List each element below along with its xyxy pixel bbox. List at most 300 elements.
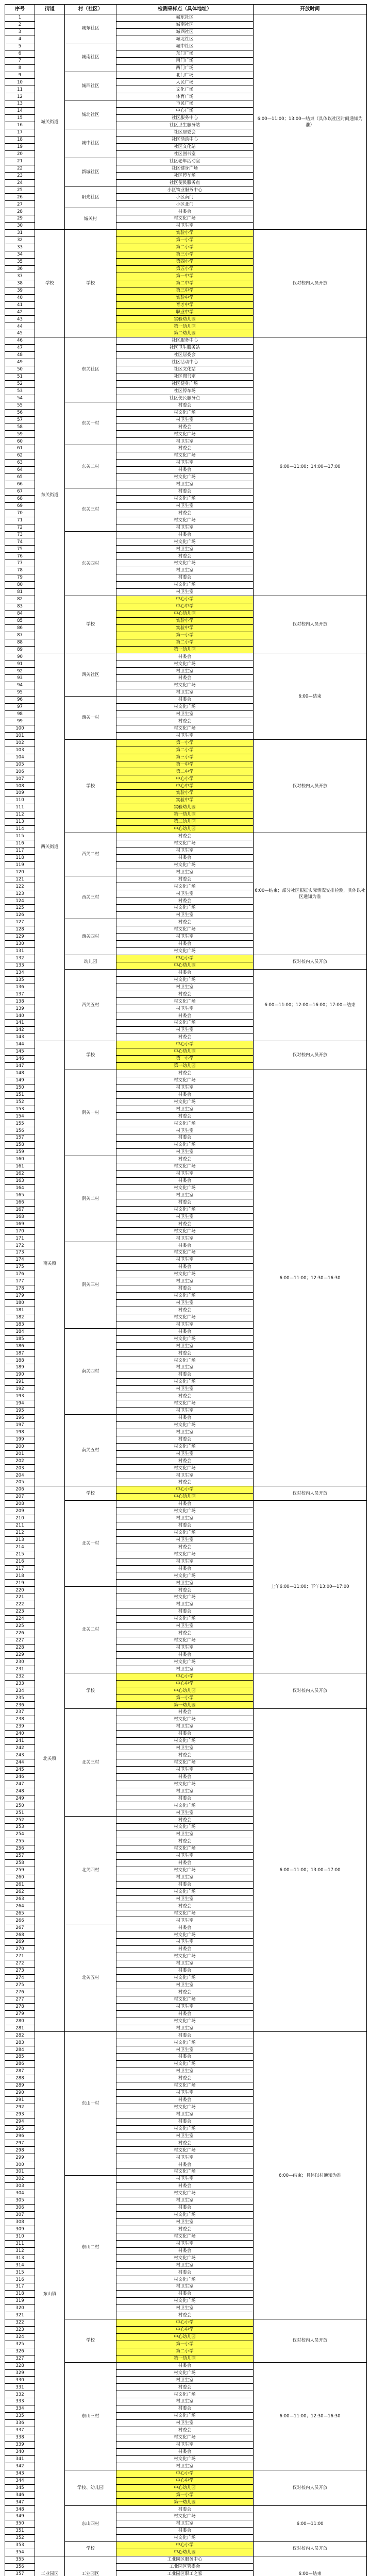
sampling-site-cell: 村卫生室 xyxy=(116,1407,254,1414)
sampling-site-cell: 中心小学 xyxy=(116,1673,254,1680)
serial-number-cell: 289 xyxy=(5,2082,35,2090)
serial-number-cell: 185 xyxy=(5,1335,35,1343)
open-time-cell: 仅对校内人员开放 xyxy=(254,230,367,337)
sampling-site-cell: 村委会 xyxy=(116,991,254,998)
sampling-site-cell: 第二小学 xyxy=(116,2348,254,2355)
serial-number-cell: 138 xyxy=(5,998,35,1005)
serial-number-cell: 99 xyxy=(5,718,35,725)
serial-number-cell: 354 xyxy=(5,2549,35,2556)
sampling-site-cell: 村卫生室 xyxy=(116,984,254,991)
sampling-site-cell: 村委会 xyxy=(116,510,254,517)
sampling-site-cell: 村卫生室 xyxy=(116,2197,254,2205)
sampling-site-cell: 村文化广场 xyxy=(116,1551,254,1558)
serial-number-cell: 172 xyxy=(5,1242,35,1249)
village-cell: 学校 xyxy=(65,1041,116,1070)
serial-number-cell: 180 xyxy=(5,1299,35,1307)
serial-number-cell: 173 xyxy=(5,1249,35,1257)
sampling-site-cell: 村卫生室 xyxy=(116,1515,254,1522)
serial-number-cell: 193 xyxy=(5,1393,35,1400)
serial-number-cell: 244 xyxy=(5,1759,35,1766)
sampling-site-cell: 村卫生室 xyxy=(116,890,254,897)
sampling-site-cell: 人民广场 xyxy=(116,79,254,86)
serial-number-cell: 224 xyxy=(5,1616,35,1623)
serial-number-cell: 355 xyxy=(5,2556,35,2563)
village-cell: 城中社区 xyxy=(65,129,116,158)
village-cell: 城南社区 xyxy=(65,43,116,72)
serial-number-cell: 295 xyxy=(5,2125,35,2132)
sampling-site-cell: 村文化广场 xyxy=(116,2413,254,2420)
sampling-site-cell: 城南社区 xyxy=(116,21,254,28)
sampling-site-cell: 村委会 xyxy=(116,423,254,431)
sampling-site-cell: 村委会 xyxy=(116,2010,254,2018)
serial-number-cell: 225 xyxy=(5,1623,35,1630)
serial-number-cell: 52 xyxy=(5,380,35,387)
serial-number-cell: 278 xyxy=(5,2003,35,2010)
serial-number-cell: 336 xyxy=(5,2420,35,2427)
sampling-site-cell: 村卫生室 xyxy=(116,1644,254,1651)
serial-number-cell: 120 xyxy=(5,869,35,876)
sampling-site-cell: 村文化广场 xyxy=(116,2233,254,2240)
serial-number-cell: 149 xyxy=(5,1077,35,1084)
serial-number-cell: 257 xyxy=(5,1853,35,1860)
serial-number-cell: 328 xyxy=(5,2362,35,2369)
serial-number-cell: 241 xyxy=(5,1738,35,1745)
sampling-site-cell: 城西社区 xyxy=(116,28,254,36)
serial-number-cell: 150 xyxy=(5,1084,35,1091)
serial-number-cell: 111 xyxy=(5,804,35,811)
serial-number-cell: 65 xyxy=(5,474,35,481)
sampling-site-cell: 村卫生室 xyxy=(116,1005,254,1012)
sampling-site-cell: 村卫生室 xyxy=(116,1364,254,1371)
sampling-site-cell: 中心幼儿园 xyxy=(116,825,254,833)
sampling-site-cell: 村卫生室 xyxy=(116,1084,254,1091)
serial-number-cell: 3 xyxy=(5,28,35,36)
serial-number-cell: 31 xyxy=(5,230,35,237)
table-row xyxy=(5,2556,367,2563)
serial-number-cell: 133 xyxy=(5,962,35,969)
sampling-site-cell: 村文化广场 xyxy=(116,409,254,416)
sampling-site-cell: 村委会 xyxy=(116,1371,254,1379)
serial-number-cell: 73 xyxy=(5,531,35,538)
serial-number-cell: 112 xyxy=(5,811,35,819)
serial-number-cell: 92 xyxy=(5,668,35,675)
serial-number-cell: 102 xyxy=(5,739,35,747)
sampling-site-cell: 社区停车场 xyxy=(116,172,254,179)
serial-number-cell: 201 xyxy=(5,1450,35,1458)
serial-number-cell: 132 xyxy=(5,955,35,962)
serial-number-cell: 28 xyxy=(5,208,35,215)
serial-number-cell: 347 xyxy=(5,2499,35,2506)
sampling-site-cell: 村委会 xyxy=(116,1350,254,1357)
sampling-site-cell: 村卫生室 xyxy=(116,1580,254,1587)
village-cell: 东山二村 xyxy=(65,2176,116,2319)
village-cell: 西关二村 xyxy=(65,833,116,876)
serial-number-cell: 168 xyxy=(5,1213,35,1221)
open-time-cell: 6:00—11:00；12:30—16:30 xyxy=(254,2362,367,2470)
sampling-site-cell: 村委会 xyxy=(116,1177,254,1184)
serial-number-cell: 21 xyxy=(5,158,35,165)
sampling-site-cell: 村卫生室 xyxy=(116,1558,254,1565)
sampling-site-cell: 实验小学 xyxy=(116,617,254,624)
serial-number-cell: 186 xyxy=(5,1343,35,1350)
sampling-site-cell: 村委会 xyxy=(116,653,254,660)
sampling-site-cell: 村委会 xyxy=(116,718,254,725)
serial-number-cell: 59 xyxy=(5,431,35,438)
village-cell: 城西社区 xyxy=(65,72,116,100)
open-time-cell: 仅对校内人员开放 xyxy=(254,2470,367,2506)
serial-number-cell: 312 xyxy=(5,2247,35,2255)
sampling-site-cell: 村文化广场 xyxy=(116,1910,254,1917)
sampling-site-cell: 第一幼儿园 xyxy=(116,323,254,330)
serial-number-cell: 29 xyxy=(5,215,35,223)
serial-number-cell: 153 xyxy=(5,1106,35,1113)
serial-number-cell: 237 xyxy=(5,1709,35,1716)
village-cell: 东山四村 xyxy=(65,2506,116,2542)
serial-number-cell: 284 xyxy=(5,2046,35,2054)
sampling-site-cell: 体育广场 xyxy=(116,93,254,100)
serial-number-cell: 344 xyxy=(5,2477,35,2484)
sampling-site-cell: 村文化广场 xyxy=(116,1529,254,1536)
serial-number-cell: 156 xyxy=(5,1127,35,1134)
sampling-site-cell: 第一小学 xyxy=(116,632,254,639)
sampling-site-cell: 村卫生室 xyxy=(116,1788,254,1795)
sampling-site-cell: 村文化广场 xyxy=(116,1996,254,2003)
sampling-site-cell: 村文化广场 xyxy=(116,998,254,1005)
serial-number-cell: 139 xyxy=(5,1005,35,1012)
sampling-site-cell: 村委会 xyxy=(116,2427,254,2434)
serial-number-cell: 19 xyxy=(5,143,35,150)
sampling-site-cell: 社区居委会 xyxy=(116,352,254,359)
sampling-site-cell: 工业园区管委会 xyxy=(116,2563,254,2570)
village-cell: 西关三村 xyxy=(65,876,116,919)
table-row xyxy=(5,337,367,345)
serial-number-cell: 307 xyxy=(5,2211,35,2218)
serial-number-cell: 160 xyxy=(5,1156,35,1163)
serial-number-cell: 23 xyxy=(5,172,35,179)
serial-number-cell: 221 xyxy=(5,1594,35,1601)
sampling-site-cell: 村委会 xyxy=(116,833,254,840)
serial-number-cell: 265 xyxy=(5,1910,35,1917)
sampling-site-cell: 村委会 xyxy=(116,2140,254,2147)
serial-number-cell: 118 xyxy=(5,854,35,861)
serial-number-cell: 319 xyxy=(5,2298,35,2305)
sampling-site-cell: 村委会 xyxy=(116,940,254,947)
open-time-cell: 6:00—11:00；13:00—结束（具体以社区时间通知为准） xyxy=(254,14,367,230)
serial-number-cell: 166 xyxy=(5,1199,35,1206)
sampling-site-cell: 中心中学 xyxy=(116,2326,254,2333)
serial-number-cell: 15 xyxy=(5,115,35,122)
sampling-site-cell: 村卫生室 xyxy=(116,438,254,445)
sampling-site-cell: 村委会 xyxy=(116,1012,254,1020)
serial-number-cell: 316 xyxy=(5,2276,35,2283)
serial-number-cell: 175 xyxy=(5,1264,35,1271)
sampling-site-cell: 中心幼儿园 xyxy=(116,610,254,617)
sampling-site-cell: 村委会 xyxy=(116,1817,254,1824)
serial-number-cell: 215 xyxy=(5,1551,35,1558)
serial-number-cell: 340 xyxy=(5,2448,35,2455)
sampling-site-cell: 村文化广场 xyxy=(116,2190,254,2197)
sampling-site-cell: 中心小学 xyxy=(116,775,254,783)
sampling-site-cell: 村卫生室 xyxy=(116,589,254,596)
village-cell: 南关四村 xyxy=(65,1328,116,1414)
sampling-site-cell: 村卫生室 xyxy=(116,2089,254,2096)
sampling-site-cell: 村委会 xyxy=(116,1608,254,1616)
serial-number-cell: 134 xyxy=(5,969,35,976)
serial-number-cell: 81 xyxy=(5,589,35,596)
serial-number-cell: 280 xyxy=(5,2018,35,2025)
serial-number-cell: 119 xyxy=(5,861,35,869)
sampling-site-cell: 第二幼儿园 xyxy=(116,330,254,337)
sampling-site-cell: 村委会 xyxy=(116,2269,254,2276)
sampling-site-cell: 村委会 xyxy=(116,2118,254,2125)
serial-number-cell: 271 xyxy=(5,1953,35,1960)
sampling-site-cell: 村文化广场 xyxy=(116,1271,254,1278)
serial-number-cell: 183 xyxy=(5,1321,35,1328)
sampling-site-cell: 村委会 xyxy=(116,445,254,452)
sampling-site-cell: 村委会 xyxy=(116,2384,254,2391)
serial-number-cell: 66 xyxy=(5,481,35,488)
serial-number-cell: 245 xyxy=(5,1766,35,1773)
serial-number-cell: 61 xyxy=(5,445,35,452)
serial-number-cell: 56 xyxy=(5,409,35,416)
serial-number-cell: 9 xyxy=(5,72,35,79)
serial-number-cell: 96 xyxy=(5,697,35,704)
serial-number-cell: 88 xyxy=(5,639,35,646)
sampling-site-cell: 村卫生室 xyxy=(116,2398,254,2405)
sampling-site-cell: 村卫生室 xyxy=(116,1213,254,1221)
serial-number-cell: 303 xyxy=(5,2183,35,2190)
sampling-site-cell: 第四小学 xyxy=(116,258,254,265)
sampling-site-cell: 村卫生室 xyxy=(116,1601,254,1608)
serial-number-cell: 234 xyxy=(5,1687,35,1694)
serial-number-cell: 84 xyxy=(5,610,35,617)
sampling-site-cell: 村文化广场 xyxy=(116,1443,254,1450)
table-body xyxy=(5,14,367,2576)
sampling-site-cell: 村委会 xyxy=(116,2075,254,2082)
serial-number-cell: 45 xyxy=(5,330,35,337)
sampling-site-cell: 村委会 xyxy=(116,2362,254,2369)
serial-number-cell: 167 xyxy=(5,1206,35,1213)
sampling-site-cell: 村委会 xyxy=(116,2096,254,2104)
serial-number-cell: 226 xyxy=(5,1630,35,1637)
sampling-site-cell: 村文化广场 xyxy=(116,1206,254,1213)
sampling-site-cell: 村卫生室 xyxy=(116,1321,254,1328)
sampling-site-cell: 社区服务中心 xyxy=(116,337,254,345)
sampling-site-cell: 村卫生室 xyxy=(116,912,254,919)
sampling-site-cell: 村文化广场 xyxy=(116,840,254,847)
sampling-site-cell: 村卫生室 xyxy=(116,1853,254,1860)
sampling-site-cell: 村委会 xyxy=(116,919,254,926)
serial-number-cell: 24 xyxy=(5,179,35,187)
village-cell: 西关社区 xyxy=(65,653,116,697)
sampling-site-cell: 村卫生室 xyxy=(116,1666,254,1673)
serial-number-cell: 274 xyxy=(5,1974,35,1981)
serial-number-cell: 203 xyxy=(5,1465,35,1472)
sampling-site-cell: 村委会 xyxy=(116,1989,254,1996)
sampling-site-cell: 村文化广场 xyxy=(116,2513,254,2520)
sampling-site-cell: 实验幼儿园 xyxy=(116,804,254,811)
serial-number-cell: 308 xyxy=(5,2218,35,2226)
serial-number-cell: 323 xyxy=(5,2326,35,2333)
serial-number-cell: 155 xyxy=(5,1120,35,1127)
sampling-site-cell: 中心幼儿园 xyxy=(116,1494,254,1501)
serial-number-cell: 346 xyxy=(5,2492,35,2499)
serial-number-cell: 48 xyxy=(5,352,35,359)
serial-number-cell: 137 xyxy=(5,991,35,998)
serial-number-cell: 76 xyxy=(5,553,35,560)
serial-number-cell: 146 xyxy=(5,1055,35,1062)
serial-number-cell: 198 xyxy=(5,1429,35,1436)
serial-number-cell: 294 xyxy=(5,2118,35,2125)
serial-number-cell: 51 xyxy=(5,373,35,380)
serial-number-cell: 91 xyxy=(5,660,35,668)
sampling-site-cell: 村卫生室 xyxy=(116,1429,254,1436)
sampling-site-cell: 村卫生室 xyxy=(116,1450,254,1458)
sampling-site-cell: 村委会 xyxy=(116,1795,254,1802)
sampling-site-cell: 工业园区服务中心 xyxy=(116,2556,254,2563)
sampling-site-cell: 西门广场 xyxy=(116,64,254,72)
serial-number-cell: 258 xyxy=(5,1859,35,1867)
serial-number-cell: 192 xyxy=(5,1386,35,1393)
sampling-site-cell: 村委会 xyxy=(116,1264,254,1271)
sampling-site-cell: 中心幼儿园 xyxy=(116,962,254,969)
sampling-site-cell: 社区文化站 xyxy=(116,366,254,373)
sampling-site-cell: 村文化广场 xyxy=(116,1249,254,1257)
serial-number-cell: 217 xyxy=(5,1565,35,1572)
sampling-site-cell: 村委会 xyxy=(116,1924,254,1931)
sampling-site-cell: 村委会 xyxy=(116,2183,254,2190)
village-cell: 阳光社区 xyxy=(65,187,116,208)
sampling-site-cell: 村文化广场 xyxy=(116,2061,254,2068)
street-cell: 东山镇 xyxy=(35,2032,65,2556)
village-cell: 西关一村 xyxy=(65,697,116,740)
sampling-site-cell: 村卫生室 xyxy=(116,1895,254,1903)
sampling-site-cell: 第一小学 xyxy=(116,739,254,747)
sampling-site-cell: 第一小学 xyxy=(116,237,254,244)
sampling-site-cell: 村卫生室 xyxy=(116,1235,254,1242)
serial-number-cell: 191 xyxy=(5,1379,35,1386)
sampling-site-cell: 村委会 xyxy=(116,2405,254,2413)
serial-number-cell: 187 xyxy=(5,1350,35,1357)
sampling-site-cell: 村卫生室 xyxy=(116,460,254,467)
serial-number-cell: 50 xyxy=(5,366,35,373)
open-time-cell: 6:00—11:00；12:00—16:00；17:00—结束 xyxy=(254,969,367,1041)
sampling-site-cell: 实验中学 xyxy=(116,624,254,632)
serial-number-cell: 214 xyxy=(5,1544,35,1551)
serial-number-cell: 293 xyxy=(5,2111,35,2118)
serial-number-cell: 104 xyxy=(5,754,35,761)
village-cell: 北关五村 xyxy=(65,1924,116,2032)
sampling-site-cell: 村卫生室 xyxy=(116,1917,254,1924)
serial-number-cell: 154 xyxy=(5,1113,35,1120)
serial-number-cell: 68 xyxy=(5,495,35,502)
sampling-site-cell: 村委会 xyxy=(116,1199,254,1206)
table-row xyxy=(5,2032,367,2039)
sampling-site-cell: 村文化广场 xyxy=(116,1738,254,1745)
serial-number-cell: 130 xyxy=(5,940,35,947)
village-cell: 城关村 xyxy=(65,208,116,230)
serial-number-cell: 77 xyxy=(5,560,35,567)
sampling-site-cell: 村委会 xyxy=(116,2448,254,2455)
serial-number-cell: 36 xyxy=(5,265,35,273)
village-cell: 学校 xyxy=(65,1673,116,1709)
village-cell: 学校 xyxy=(65,2319,116,2362)
sampling-site-cell: 村委会 xyxy=(116,1242,254,1249)
sampling-site-cell: 村卫生室 xyxy=(116,2046,254,2054)
sampling-site-cell: 中心中学 xyxy=(116,783,254,790)
sampling-site-cell: 村卫生室 xyxy=(116,732,254,739)
serial-number-cell: 189 xyxy=(5,1364,35,1371)
sampling-site-cell: 村委会 xyxy=(116,488,254,495)
table-row xyxy=(5,1041,367,1048)
serial-number-cell: 141 xyxy=(5,1020,35,1027)
serial-number-cell: 357 xyxy=(5,2570,35,2576)
serial-number-cell: 159 xyxy=(5,1149,35,1156)
sampling-site-cell: 村委会 xyxy=(116,531,254,538)
village-cell: 南关五村 xyxy=(65,1414,116,1486)
sampling-site-cell: 村委会 xyxy=(116,1752,254,1759)
serial-number-cell: 140 xyxy=(5,1012,35,1020)
serial-number-cell: 5 xyxy=(5,43,35,50)
serial-number-cell: 181 xyxy=(5,1307,35,1314)
sampling-site-cell: 中心幼儿园 xyxy=(116,2549,254,2556)
open-time-cell: 6:00—结束 xyxy=(254,653,367,739)
serial-number-cell: 135 xyxy=(5,976,35,984)
sampling-site-cell: 小区北门 xyxy=(116,201,254,208)
sampling-site-cell: 村文化广场 xyxy=(116,1802,254,1809)
serial-number-cell: 126 xyxy=(5,912,35,919)
sampling-site-cell: 村委会 xyxy=(116,2204,254,2211)
sampling-site-cell: 村卫生室 xyxy=(116,2068,254,2075)
serial-number-cell: 199 xyxy=(5,1436,35,1443)
sampling-site-cell: 村委会 xyxy=(116,1968,254,1975)
serial-number-cell: 320 xyxy=(5,2305,35,2312)
serial-number-cell: 229 xyxy=(5,1651,35,1658)
sampling-site-cell: 村卫生室 xyxy=(116,223,254,230)
sampling-site-cell: 村委会 xyxy=(116,897,254,905)
serial-number-cell: 197 xyxy=(5,1421,35,1429)
serial-number-cell: 330 xyxy=(5,2377,35,2384)
sampling-site-cell: 村文化广场 xyxy=(116,1314,254,1321)
sampling-site-cell: 社区图书室 xyxy=(116,150,254,158)
serial-number-cell: 216 xyxy=(5,1558,35,1565)
sampling-site-cell: 村文化广场 xyxy=(116,1465,254,1472)
open-time-cell: 6:00—结束；具体以村通知为准 xyxy=(254,2032,367,2319)
sampling-site-cell: 中心幼儿园 xyxy=(116,1687,254,1694)
sampling-site-cell: 村委会 xyxy=(116,1307,254,1314)
sampling-site-cell: 村卫生室 xyxy=(116,2132,254,2140)
serial-number-cell: 327 xyxy=(5,2355,35,2362)
serial-number-cell: 33 xyxy=(5,244,35,251)
sampling-site-cell: 第三中学 xyxy=(116,287,254,294)
serial-number-cell: 6 xyxy=(5,50,35,57)
sampling-site-cell: 村文化广场 xyxy=(116,883,254,890)
sampling-site-cell: 村文化广场 xyxy=(116,947,254,955)
serial-number-cell: 297 xyxy=(5,2140,35,2147)
serial-number-cell: 334 xyxy=(5,2405,35,2413)
sampling-site-cell: 村卫生室 xyxy=(116,2111,254,2118)
sampling-site-cell: 村委会 xyxy=(116,2054,254,2061)
serial-number-cell: 200 xyxy=(5,1443,35,1450)
serial-number-cell: 116 xyxy=(5,840,35,847)
sampling-site-cell: 村文化广场 xyxy=(116,582,254,589)
sampling-site-cell: 村卫生室 xyxy=(116,1299,254,1307)
serial-number-cell: 101 xyxy=(5,732,35,739)
village-cell: 东山一村 xyxy=(65,2032,116,2176)
serial-number-cell: 152 xyxy=(5,1098,35,1106)
serial-number-cell: 219 xyxy=(5,1580,35,1587)
open-time-cell: 仅对校内人员开放 xyxy=(254,1486,367,1501)
